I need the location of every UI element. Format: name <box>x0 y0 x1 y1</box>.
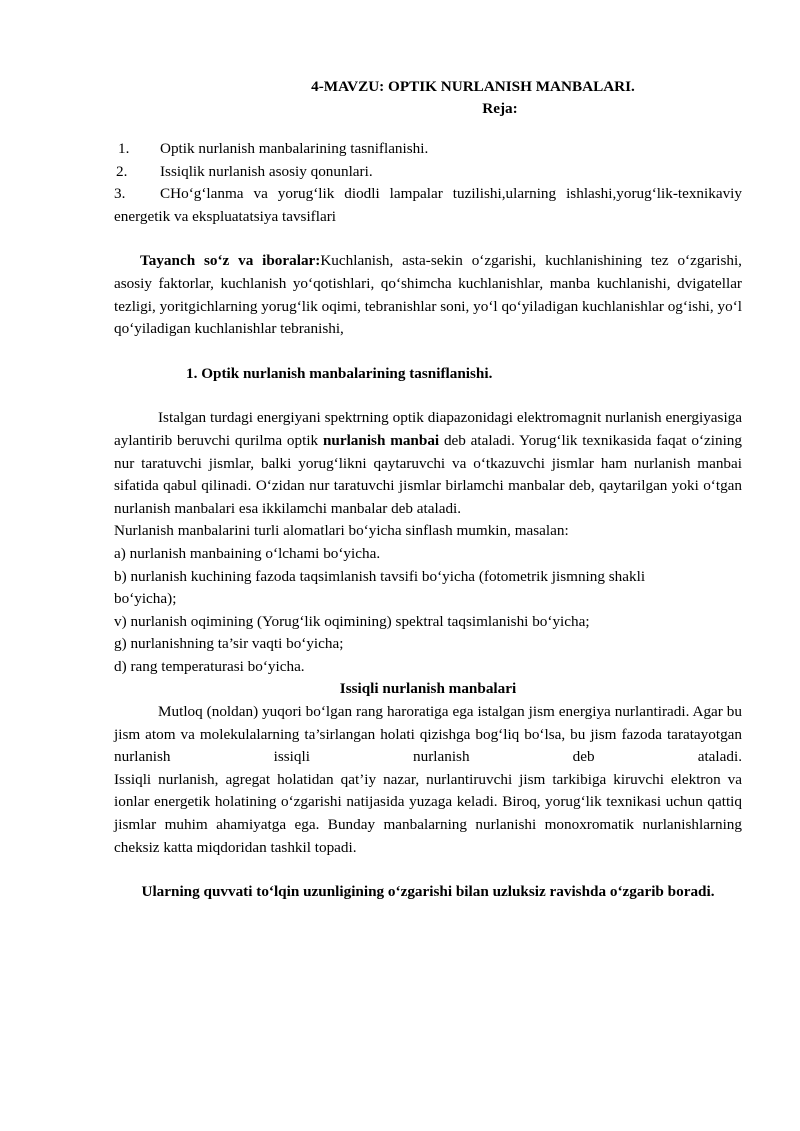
classify-item: d) rang temperaturasi bo‘yicha. <box>114 657 305 675</box>
intro-text-1: Istalgan turdagi energiyani spektrning optik diapazonidagi elektromagnit nurlanish energiyasiga aylantirib beruvchi qurilma optik <box>114 409 742 449</box>
classify-item <box>114 566 742 611</box>
plan-item-number: 1. <box>118 140 130 157</box>
page-title: 4-MAVZU: OPTIK NURLANISH MANBALARI. <box>311 78 635 95</box>
intro-bold-term: nurlanish manbai <box>322 431 440 449</box>
heat-paragraph-2: Issiqli nurlanish, agregat holatidan qat’iy nazar, nurlantiruvchi jism tarkibiga kiruvchi elektron va ionlar energetik holatining o‘zgarishi natijasida yuzaga keladi. Biroq, yorug‘lik texnikasi uchun qattiq jismlar muhim ahamiyatga ega. Bunday manbalarning nurlanishi monoxromatik nurlanishlarning cheksiz katta miqdoridan tashkil topadi. <box>114 770 742 856</box>
intro-paragraph <box>114 407 742 520</box>
intro-text-2: deb ataladi. Yorug‘lik texnikasida faqat o‘zining nur taratuvchi jismlar, balki yorug‘likni qaytaruvchi va o‘tkazuvchi jismlar ham nurlanish manbai sifatida qabul qilinadi. O‘zidan nur taratuvchi jismlar birlamchi manbalar deb, qaytarilgan yoki o‘tgan nurlanish manbalari esa ikkilamchi manbalar deb ataladi. <box>114 431 742 517</box>
plan-item-number: 3. <box>114 185 126 203</box>
classify-item: v) nurlanish oqimining (Yorug‘lik oqimining) spektral taqsimlanishi bo‘yicha; <box>114 612 590 630</box>
heat-sources-heading: Issiqli nurlanish manbalari <box>339 680 517 698</box>
plan-item-text: CHo‘g‘lanma va yorug‘lik diodli lampalar tuzilishi,ularning ishlashi,yorug‘lik-texnikaviy energetik va ekspluatatsiya tavsiflari <box>114 185 742 225</box>
plan-list <box>114 138 742 228</box>
plan-item-text: Optik nurlanish manbalarining tasniflanishi. <box>160 140 429 157</box>
heat-paragraph-1: Mutloq (noldan) yuqori bo‘lgan rang haroratiga ega istalgan jism energiya nurlantiradi. Agar bu jism atom va molekulalarning ta’sirlangan holati qizishga bog‘liq bo‘lsa, bu jism fazoda taratayotgan nurlanish issiqli nurlanish deb ataladi. <box>114 703 742 766</box>
plan-heading: Reja: <box>482 100 518 117</box>
plan-item-text: Issiqlik nurlanish asosiy qonunlari. <box>160 162 373 180</box>
closing-statement: Ularning quvvati to‘lqin uzunligining o‘zgarishi bilan uzluksiz ravishda o‘zgarib boradi. <box>141 883 715 901</box>
classify-item: a) nurlanish manbaining o‘lchami bo‘yicha. <box>114 544 381 562</box>
keywords-label: Tayanch so‘z va iboralar: <box>140 252 321 270</box>
classify-item-text: b) nurlanish kuchining fazoda taqsimlanish tavsifi bo‘yicha (fotometrik jismning shakli bo‘yicha); <box>114 567 646 608</box>
plan-item <box>114 138 742 161</box>
keywords-text: Kuchlanish, asta-sekin o‘zgarishi, kuchlanishining tez o‘zgarishi, asosiy faktorlar, kuchlanish yo‘qotishlari, qo‘shimcha kuchlanishlar, manba kuchlanishi, dvigatellar tezligi, yoritgichlarning yorug‘lik oqimi, tebranishlar soni, yo‘l qo‘yiladigan kuchlanishlar og‘ishi, yo‘l qo‘yiladigan kuchlanishlar tebranishi, <box>114 252 742 338</box>
classify-intro: Nurlanish manbalarini turli alomatlari bo‘yicha sinflash mumkin, masalan: <box>114 522 569 540</box>
plan-item <box>114 161 742 184</box>
plan-item-number: 2. <box>116 162 128 180</box>
classify-item: g) nurlanishning ta’sir vaqti bo‘yicha; <box>114 635 344 653</box>
section-heading: 1. Optik nurlanish manbalarining tasniflanishi. <box>186 364 493 382</box>
keywords-paragraph <box>114 250 742 340</box>
plan-item <box>114 183 742 228</box>
document-body <box>114 76 742 904</box>
